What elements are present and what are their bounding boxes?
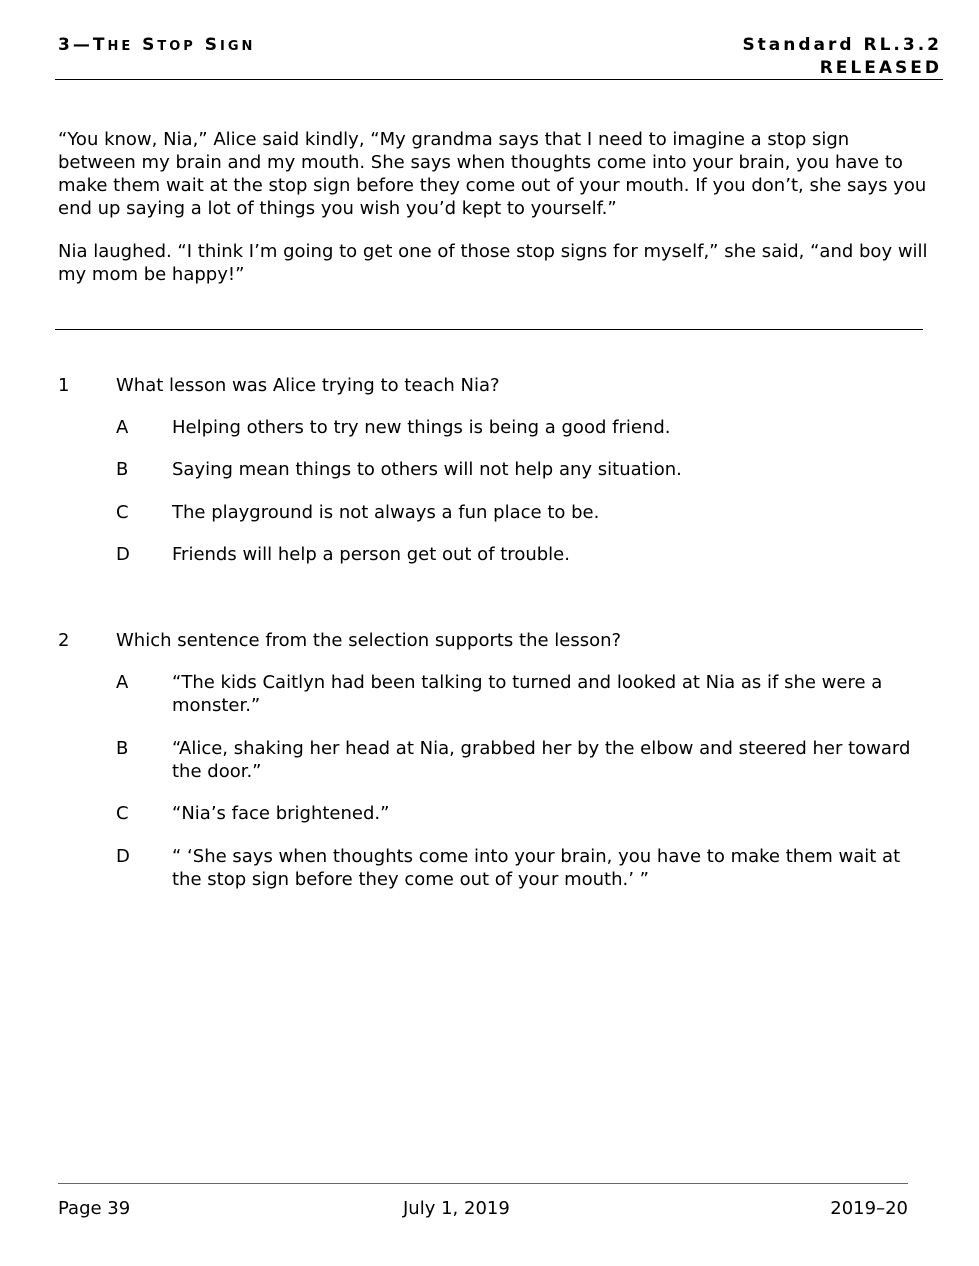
- option-letter: A: [116, 672, 129, 693]
- option-text: “Alice, shaking her head at Nia, grabbed her by the elbow and steered her toward the door.”: [172, 738, 911, 782]
- passage-paragraph: Nia laughed. “I think I’m going to get one of those stop signs for myself,” she said, “and boy will my mom be happy!”: [58, 241, 928, 285]
- option-text: “Nia’s face brightened.”: [172, 803, 390, 824]
- option-letter: C: [116, 803, 129, 824]
- option-letter: D: [116, 846, 130, 867]
- standard-label: Standard RL.3.2: [742, 35, 942, 55]
- question-text: What lesson was Alice trying to teach Nia?: [116, 375, 500, 396]
- option-text: “The kids Caitlyn had been talking to turned and looked at Nia as if she were a monster.”: [172, 672, 883, 716]
- title-part: TOP: [157, 39, 196, 54]
- question-number: 1: [58, 375, 70, 396]
- status-label: RELEASED: [819, 58, 942, 78]
- option-text: Saying mean things to others will not help any situation.: [172, 459, 682, 480]
- standard-header: [742, 34, 942, 80]
- option-letter: D: [116, 544, 130, 565]
- title-part: HE: [107, 39, 134, 54]
- option-text: The playground is not always a fun place to be.: [172, 502, 600, 523]
- title-part: S: [142, 35, 158, 55]
- footer-date: July 1, 2019: [403, 1198, 510, 1219]
- question-text: Which sentence from the selection supports the lesson?: [116, 630, 622, 651]
- option-letter: B: [116, 459, 129, 480]
- option-text: “ ‘She says when thoughts come into your brain, you have to make them wait at the stop sign before they come out of your mouth.’ ”: [172, 846, 901, 890]
- option-text: Friends will help a person get out of trouble.: [172, 544, 570, 565]
- option-letter: C: [116, 502, 129, 523]
- option-letter: B: [116, 738, 129, 759]
- title-part: S: [204, 35, 220, 55]
- footer-rule: [58, 1183, 908, 1184]
- footer-year: 2019–20: [830, 1198, 908, 1219]
- question-number: 2: [58, 630, 70, 651]
- selection-title: [58, 34, 255, 58]
- option-text: Helping others to try new things is being a good friend.: [172, 417, 671, 438]
- title-part: IGN: [220, 39, 256, 54]
- passage-paragraph: “You know, Nia,” Alice said kindly, “My grandma says that I need to imagine a stop sign between my brain and my mouth. She says when thoughts come into your brain, you have to make them wait at the stop sign before they come out of your mouth. If you don’t, she says you end up saying a lot of things you wish you’d kept to yourself.”: [58, 129, 927, 219]
- passage-rule: [55, 329, 923, 330]
- page-number: Page 39: [58, 1198, 131, 1219]
- header-rule: [55, 79, 943, 80]
- title-part: 3—T: [58, 35, 108, 55]
- option-letter: A: [116, 417, 129, 438]
